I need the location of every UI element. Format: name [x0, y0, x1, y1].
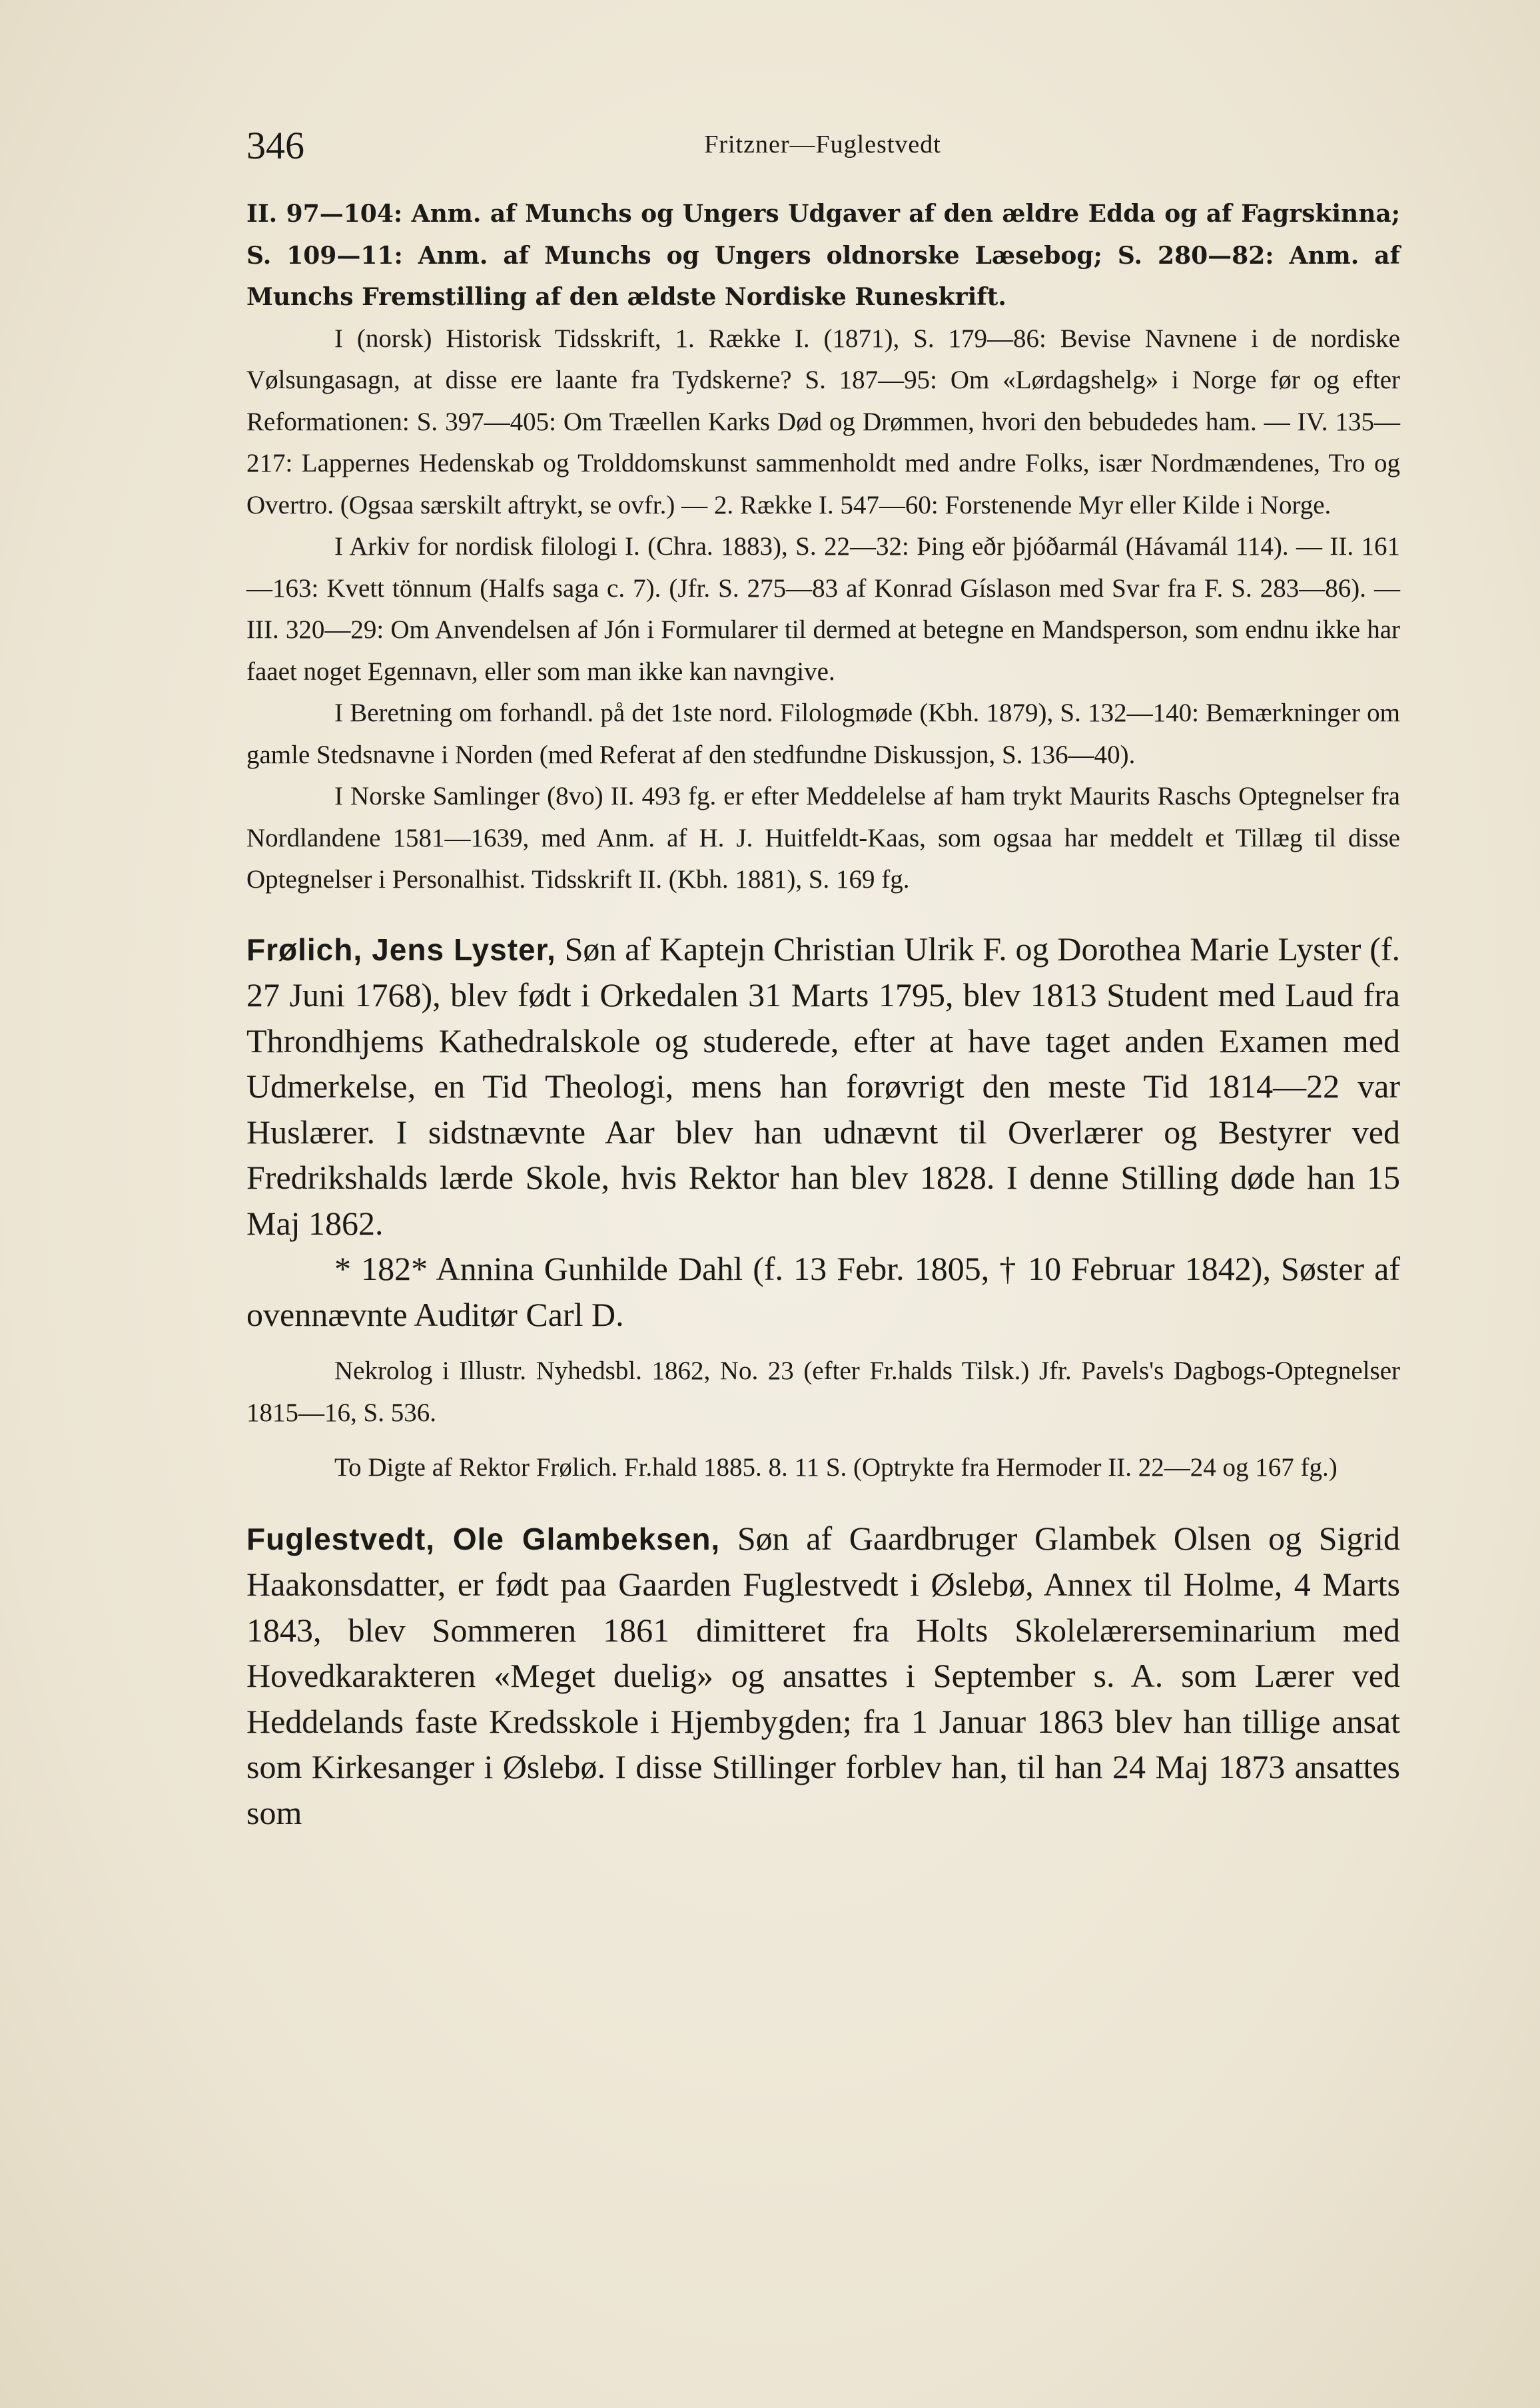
page-body: [246, 193, 1400, 1835]
entry-heading-frolich: Frølich, Jens Lyster,: [246, 932, 556, 967]
page-number: 346: [246, 124, 304, 167]
entry-frolich: [246, 926, 1400, 1247]
paragraph-norske-samlinger: I Norske Samlinger (8vo) II. 493 fg. er efter Meddelelse af ham trykt Maurits Raschs Optegnelser fra Nordlandene 1581—1639, med Anm. af H. J. Huitfeldt-Kaas, som ogsaa har meddelt et Tillæg til disse Optegnelser i Personalhist. Tidsskrift II. (Kbh. 1881), S. 169 fg.: [246, 782, 1400, 894]
entry-text-frolich: Søn af Kaptejn Christian Ulrik F. og Dorothea Marie Lyster (f. 27 Juni 1768), blev født i Orkedalen 31 Marts 1795, blev 1813 Student med Laud fra Throndhjems Kathedralskole og studerede, efter at have taget anden Examen med Udmerkelse, en Tid Theologi, mens han forøvrigt den meste Tid 1814—22 var Huslærer. I sidstnævnte Aar blev han udnævnt til Overlærer og Bestyrer ved Fredrikshalds lærde Skole, hvis Rektor han blev 1828. I denne Stilling døde han 15 Maj 1862.: [246, 930, 1400, 1242]
paragraph-to-digte: To Digte af Rektor Frølich. Fr.hald 1885. 8. 11 S. (Optrykte fra Hermoder II. 22—24 og 167 fg.): [334, 1453, 1338, 1482]
paragraph-beretning: I Beretning om forhandl. på det 1ste nord. Filologmøde (Kbh. 1879), S. 132—140: Bemærkninger om gamle Stedsnavne i Norden (med Referat af den stedfundne Diskussjon, S. 136—40).: [246, 699, 1400, 769]
paragraph-arkiv-filologi: I Arkiv for nordisk filologi I. (Chra. 1883), S. 22—32: Þing eðr þjóðarmál (Hávamál 114). — II. 161—163: Kvett tönnum (Halfs saga c. 7). (Jfr. S. 275—83 af Konrad Gíslason med Svar fra F. S. 283—86). — III. 320—29: Om Anvendelsen af Jón i Formularer til dermed at betegne en Mandsperson, som endnu ikke har faaet noget Egennavn, eller som man ikke kan navngive.: [246, 532, 1400, 686]
paragraph-nekrolog: Nekrolog i Illustr. Nyhedsbl. 1862, No. 23 (efter Fr.halds Tilsk.) Jfr. Pavels's Dagbogs-Optegnelser 1815—16, S. 536.: [246, 1356, 1400, 1427]
paragraph-anm-notes: II. 97—104: Anm. af Munchs og Ungers Udgaver af den ældre Edda og af Fagrskinna; S. 109—11: Anm. af Munchs og Ungers oldnorske Læsebog; S. 280—82: Anm. af Munchs Fremstilling af den ældste Nordiske Runeskrift.: [246, 200, 1400, 311]
page-header: [246, 123, 1399, 176]
paragraph-historisk-tidsskrift: I (norsk) Historisk Tidsskrift, 1. Række I. (1871), S. 179—86: Bevise Navnene i de nordiske Vølsungasagn, at disse ere laante fra Tydskerne? S. 187—95: Om «Lørdagshelg» i Norge før og efter Reformationen: S. 397—405: Om Træellen Karks Død og Drømmen, hvori den bebudedes ham. — IV. 135—217: Lappernes Hedenskab og Trolddomskunst sammenholdt med andre Folks, især Nordmændenes, Tro og Overtro. (Ogsaa særskilt aftrykt, se ovfr.) — 2. Række I. 547—60: Forstenende Myr eller Kilde i Norge.: [246, 324, 1400, 519]
entry-heading-fuglestvedt: Fuglestvedt, Ole Glambeksen,: [246, 1521, 721, 1556]
paragraph-spouse: * 182* Annina Gunhilde Dahl (f. 13 Febr. 1805, † 10 Februar 1842), Søster af ovennævnte Auditør Carl D.: [246, 1250, 1400, 1333]
entry-text-fuglestvedt: Søn af Gaardbruger Glambek Olsen og Sigrid Haakonsdatter, er født paa Gaarden Fuglestvedt i Øslebø, Annex til Holme, 4 Marts 1843, blev Sommeren 1861 dimitteret fra Holts Skolelærerseminarium med Hovedkarakteren «Meget duelig» og ansattes i September s. A. som Lærer ved Heddelands faste Kredsskole i Hjembygden; fra 1 Januar 1863 blev han tillige ansat som Kirkesanger i Øslebø. I disse Stillinger forblev han, til han 24 Maj 1873 ansattes som: [246, 1519, 1400, 1831]
entry-fuglestvedt: [246, 1516, 1400, 1836]
running-head: Fritzner—Fuglestvedt: [704, 131, 941, 158]
